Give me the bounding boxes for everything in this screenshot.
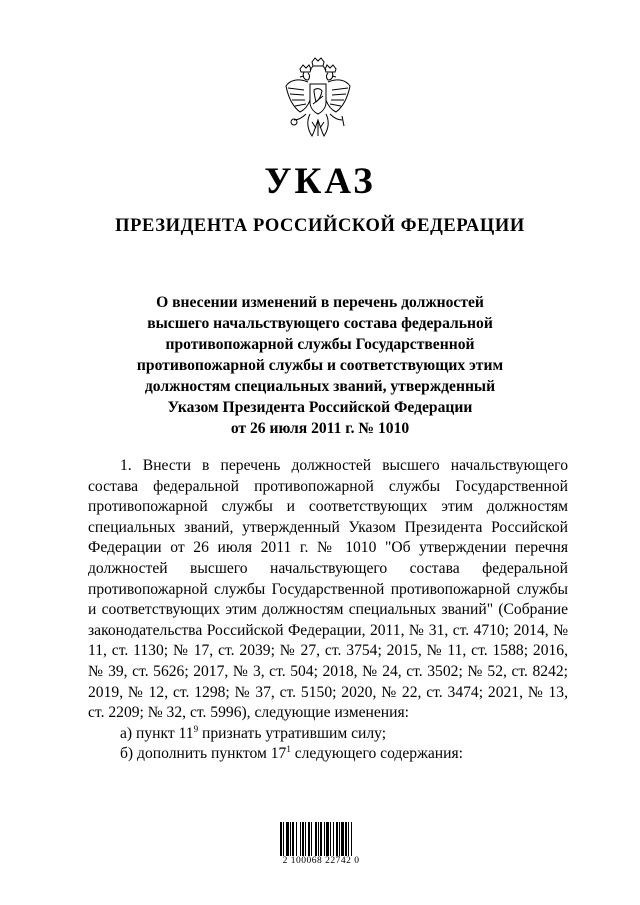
- barcode-bar: [324, 822, 325, 856]
- barcode-bar: [336, 822, 338, 856]
- item-b-suffix: следующего содержания:: [290, 745, 463, 763]
- barcode-bar: [351, 822, 352, 856]
- barcode-bar: [296, 822, 297, 856]
- barcode-bar: [311, 822, 312, 856]
- barcode-bar: [330, 822, 331, 856]
- subject-line: от 26 июля 2011 г. № 1010: [230, 420, 410, 437]
- subject-line: противопожарной службы и соответствующих этим: [136, 357, 504, 374]
- barcode-image: [280, 822, 362, 856]
- barcode-bar: [290, 822, 291, 856]
- barcode-bar: [286, 822, 289, 856]
- barcode-block: [266, 808, 376, 870]
- barcode-bar: [318, 822, 319, 856]
- barcode-bar: [315, 822, 317, 856]
- subject-line: должностям специальных званий, утвержденный: [144, 378, 496, 395]
- item-b-prefix: б) дополнить пунктом 17: [120, 745, 287, 763]
- document-body: [88, 456, 568, 765]
- item-a-superscript: 9: [193, 723, 199, 734]
- paragraph-1: 1. Внести в перечень должностей высшего начальствующего состава федеральной противопожарной службы Государственной противопожарной службы и соответствующих этим должностям специальных званий, утвержденный Указом Президента Российской Федерации от 26 июля 2011 г. № 1010 "Об утверждении перечня должностей высшего начальствующего состава федеральной противопожарной службы Государственной противопожарной службы и соответствующих этим должностям специальных званий" (Собрание законодательства Российской Федерации, 2011, № 31, ст. 4710; 2014, № 11, ст. 1130; № 17, ст. 2039; № 27, ст. 3754; 2015, № 11, ст. 1588; 2016, № 39, ст. 5626; 2017, № 3, ст. 504; 2018, № 24, ст. 3502; № 52, ст. 8242; 2019, № 12, ст. 1298; № 37, ст. 5150; 2020, № 22, ст. 3474; 2021, № 13, ст. 2209; № 32, ст. 5996), следующие изменения:: [88, 457, 568, 722]
- barcode-bar: [326, 822, 329, 856]
- coat-of-arms-emblem: [282, 56, 354, 146]
- subject-line: Указом Президента Российской Федерации: [167, 399, 473, 416]
- item-a-prefix: а) пункт 11: [120, 724, 194, 742]
- barcode-bar: [280, 822, 282, 856]
- subject-line: высшего начальствующего состава федеральной: [147, 315, 493, 332]
- subject-line: противопожарной службы Государственной: [165, 336, 475, 353]
- barcode-number: 2 100068 22742 0: [282, 856, 360, 866]
- document-title: УКАЗ: [264, 161, 376, 202]
- document-issuer: ПРЕЗИДЕНТА РОССИЙСКОЙ ФЕДЕРАЦИИ: [115, 216, 525, 236]
- document-subject: [100, 292, 540, 439]
- barcode-bar: [333, 822, 334, 856]
- barcode-bar: [348, 822, 349, 856]
- subject-line: О внесении изменений в перечень должностей: [156, 294, 484, 311]
- list-item-b: [88, 744, 568, 765]
- barcode-bar: [292, 822, 294, 856]
- list-item-a: [88, 724, 568, 745]
- barcode-bar: [302, 822, 304, 856]
- barcode-bar: [300, 822, 301, 856]
- item-a-suffix: признать утратившим силу;: [198, 724, 387, 742]
- barcode-bar: [320, 822, 322, 856]
- barcode-bar: [308, 822, 310, 856]
- item-b-superscript: 1: [286, 744, 291, 755]
- barcode-bar: [341, 822, 344, 856]
- barcode-bar: [305, 822, 306, 856]
- barcode-bar: [283, 822, 284, 856]
- barcode-bar: [345, 822, 347, 856]
- barcode-bar: [339, 822, 340, 856]
